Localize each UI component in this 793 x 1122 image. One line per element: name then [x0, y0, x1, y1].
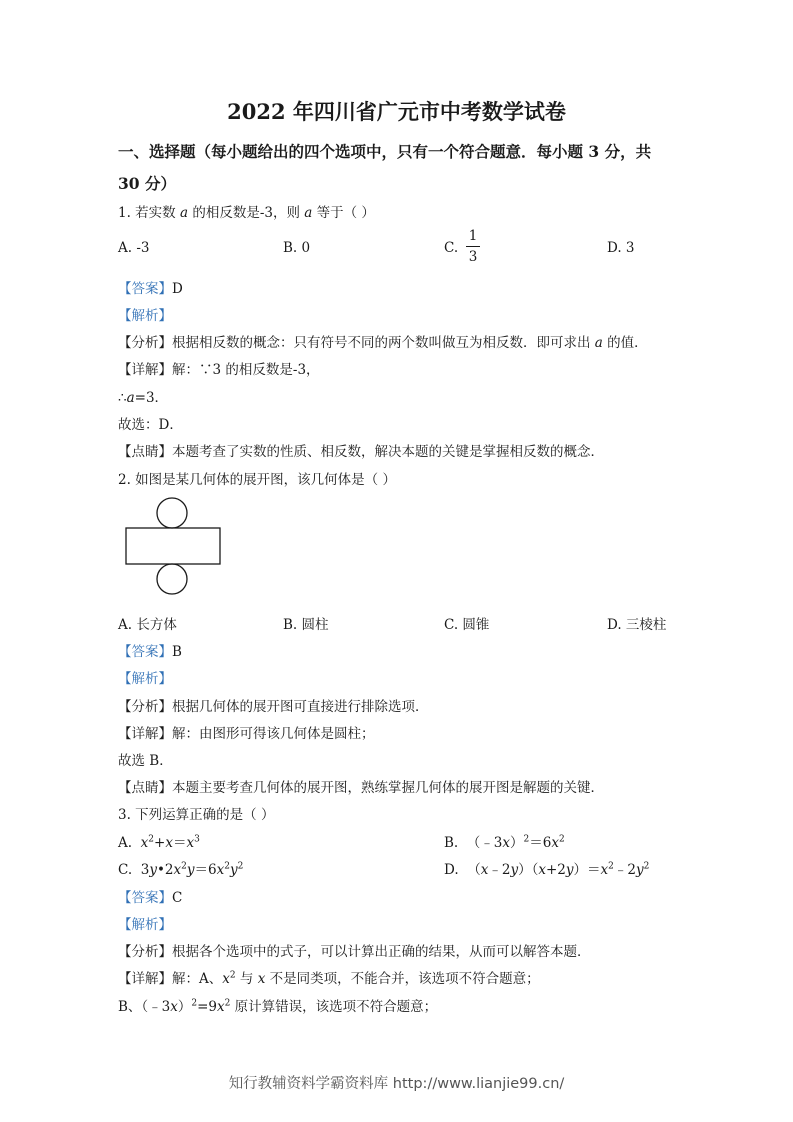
- q2-option-c: C. 圆锥: [444, 617, 490, 633]
- q3-stem: 3. 下列运算正确的是（ ）: [118, 807, 275, 823]
- q1-option-c-label: C.: [444, 240, 459, 256]
- q1-fenxi: 【分析】根据相反数的概念：只有符号不同的两个数叫做互为相反数．即可求出 a 的值．: [118, 335, 648, 351]
- q1-analysis-label: 【解析】: [118, 308, 172, 324]
- q1-choose: 故选：D．: [118, 417, 183, 433]
- top-circle: [157, 498, 187, 528]
- q3-option-d: D. $(x﹣2y)(x+2y)=x^2﹣2y^2$: [444, 861, 650, 878]
- q2-answer: 【答案】B: [118, 644, 182, 660]
- q3-fenxi: 【分析】根据各个选项中的式子，可以计算出正确的结果，从而可以解答本题．: [118, 944, 591, 960]
- section-heading-line1: 一、选择题（每小题给出的四个选项中，只有一个符合题意．每小题 3 分，共: [118, 142, 652, 161]
- q3-option-b: B. $(﹣3x)^2=6x^2$: [444, 834, 565, 851]
- q1-option-d: D. 3: [607, 240, 635, 256]
- q1-detail: 【详解】解：∵3 的相反数是-3，: [118, 362, 320, 378]
- q1-option-b: B. 0: [283, 240, 311, 256]
- q1-answer: 【答案】D: [118, 281, 183, 297]
- q1-stem: 1. 若实数 a 的相反数是-3，则 a 等于（ ）: [118, 205, 375, 221]
- q2-option-a: A. 长方体: [118, 617, 177, 633]
- page-title: 2022 年四川省广元市中考数学试卷: [227, 99, 566, 124]
- q1-comment: 【点睛】本题考查了实数的性质、相反数，解决本题的关键是掌握相反数的概念．: [118, 444, 604, 460]
- fraction-bar: [466, 246, 480, 247]
- q2-stem: 2. 如图是某几何体的展开图，该几何体是（ ）: [118, 472, 396, 488]
- q2-analysis-label: 【解析】: [118, 671, 172, 687]
- q2-comment: 【点睛】本题主要考查几何体的展开图，熟练掌握几何体的展开图是解题的关键．: [118, 780, 604, 796]
- rectangle-lateral-face: [126, 528, 220, 564]
- q3-detail-b: B、$(﹣3x)^2=9x^2$ 原计算错误，该选项不符合题意；: [118, 998, 438, 1015]
- q2-choose: 故选 B．: [118, 753, 173, 769]
- q1-option-c-fraction: [466, 228, 480, 265]
- fraction-denominator: 3: [468, 249, 478, 265]
- section-heading-line2: 30 分）: [118, 174, 176, 193]
- q3-analysis-label: 【解析】: [118, 917, 172, 933]
- q2-option-b: B. 圆柱: [283, 617, 329, 633]
- footer-watermark: 知行教辅资料学霸资料库 http://www.lianjie99.cn/: [228, 1076, 565, 1092]
- cylinder-net-figure: [118, 495, 228, 600]
- q2-detail: 【详解】解：由图形可得该几何体是圆柱；: [118, 726, 375, 742]
- q2-fenxi: 【分析】根据几何体的展开图可直接进行排除选项．: [118, 699, 429, 715]
- q1-therefore: ∴a=3．: [118, 390, 169, 406]
- q3-detail: 【详解】解：A、$x^2$ 与 x 不是同类项，不能合并，该选项不符合题意；: [118, 970, 540, 987]
- q2-option-d: D. 三棱柱: [607, 617, 667, 633]
- q3-option-c: C. $3y•2x^2y=6x^2y^2$: [118, 861, 244, 878]
- bottom-circle: [157, 564, 187, 594]
- q1-option-a: A. -3: [118, 240, 150, 256]
- q3-answer: 【答案】C: [118, 890, 183, 906]
- fraction-numerator: 1: [468, 228, 478, 244]
- q3-option-a: A. $x^2+x=x^3$: [118, 834, 200, 851]
